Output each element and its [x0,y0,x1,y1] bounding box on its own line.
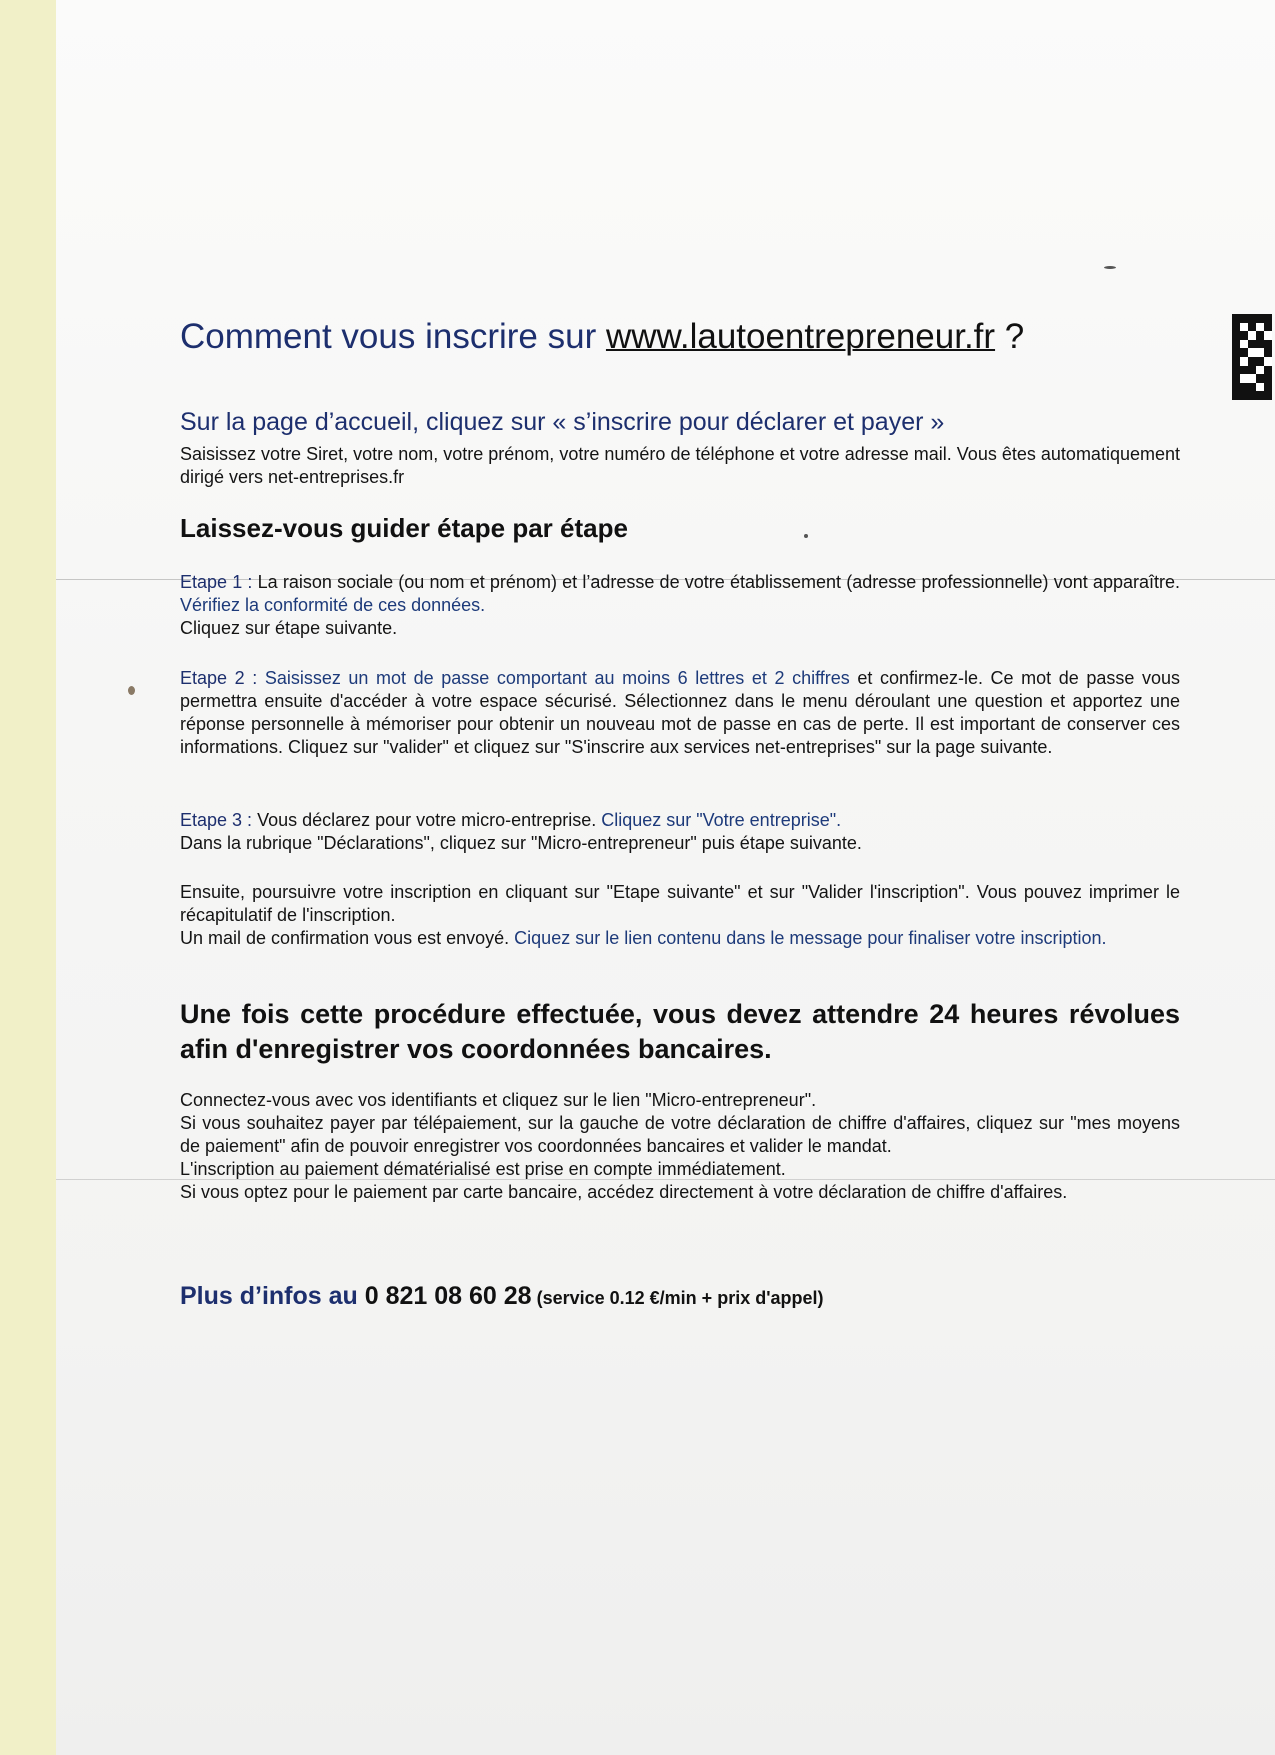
service-cost: (service 0.12 €/min + prix d'appel) [531,1288,824,1308]
site-url-link[interactable]: www.lautoentrepreneur.fr [605,317,996,356]
intro-paragraph: Saisissez votre Siret, votre nom, votre prénom, votre numéro de téléphone et votre adresse mail. Vous êtes automatiquement dirigé vers net-entreprises.fr [180,444,1180,487]
contact-info [180,1282,824,1311]
infos-lead: Plus d’infos au [180,1282,365,1310]
ensuite-paragraph [180,881,1180,950]
ensuite-text2: Un mail de confirmation vous est envoyé. [180,928,515,948]
title-suffix: ? [995,317,1025,356]
connect-line1: Connectez-vous avec vos identifiants et cliquez sur le lien "Micro-entrepreneur". [180,1090,817,1110]
ensuite-text1: Ensuite, poursuivre votre inscription en cliquant sur "Etape suivante" et sur "Valider l'inscription". Vous pouvez imprimer le récapitulatif de l'inscription. [180,882,1180,925]
etape-3-click: Cliquez sur "Votre entreprise". [601,810,842,830]
connect-line4: Si vous optez pour le paiement par carte bancaire, accédez directement à votre déclaration de chiffre d'affaires. [180,1182,1068,1202]
etape-2-text: et confirmez-le. Ce mot de passe vous permettra ensuite d'accéder à votre espace sécurisé. Sélectionnez dans le menu déroulant une question et apportez une réponse personnelle à mémoriser pour obtenir un nouveau mot de passe en cas de perte. Il est important de conserver ces informations. Cliquez sur "valider" et cliquez sur "S'inscrire aux services net-entreprises" sur la page suivante. [180,668,1180,757]
etape-3-paragraph [180,809,1180,855]
etape-1-text: La raison sociale (ou nom et prénom) et l’adresse de votre établissement (adresse professionnelle) vont apparaître. [257,572,1180,592]
scan-speck [804,534,808,538]
etape-1-check: Vérifiez la conformité de ces données. [180,595,486,615]
etape-3-label: Etape 3 : [180,810,258,830]
connect-line3: L'inscription au paiement dématérialisé est prise en compte immédiatement. [180,1159,786,1179]
datamatrix-code-icon [1232,314,1272,400]
connect-line2: Si vous souhaitez payer par télépaiement, sur la gauche de votre déclaration de chiffre d'affaires, cliquez sur "mes moyens de paiement" afin de pouvoir enregistrer vos coordonnées bancaires et valider le mandat. [180,1113,1180,1156]
etape-1-next: Cliquez sur étape suivante. [180,618,398,638]
etape-2-paragraph [180,667,1180,759]
page-title [180,317,1024,357]
scan-speck [128,686,135,695]
paper-sheet [56,0,1275,1755]
etape-3-text: Vous déclarez pour votre micro-entreprise. [257,810,602,830]
connect-paragraph [180,1089,1180,1204]
etape-3-line2: Dans la rubrique "Déclarations", cliquez sur "Micro-entrepreneur" puis étape suivante. [180,833,862,853]
etape-1-paragraph [180,571,1180,640]
etape-2-label: Etape 2 : [180,668,265,688]
scan-speck [1104,266,1116,269]
warning-paragraph: Une fois cette procédure effectuée, vous devez attendre 24 heures révolues afin d'enregistrer vos coordonnées bancaires. [180,999,1180,1064]
etape-2-highlight: Saisissez un mot de passe comportant au moins 6 lettres et 2 chiffres [264,668,850,688]
guide-heading: Laissez-vous guider étape par étape [180,513,628,543]
title-prefix: Comment vous inscrire sur [180,317,606,356]
homepage-instruction-heading: Sur la page d’accueil, cliquez sur « s’inscrire pour déclarer et payer » [180,408,945,436]
phone-number: 0 821 08 60 28 [364,1282,532,1310]
ensuite-link-instruction: Ciquez sur le lien contenu dans le message pour finaliser votre inscription. [514,928,1107,948]
scan-left-strip [0,0,57,1755]
etape-1-label: Etape 1 : [180,572,258,592]
